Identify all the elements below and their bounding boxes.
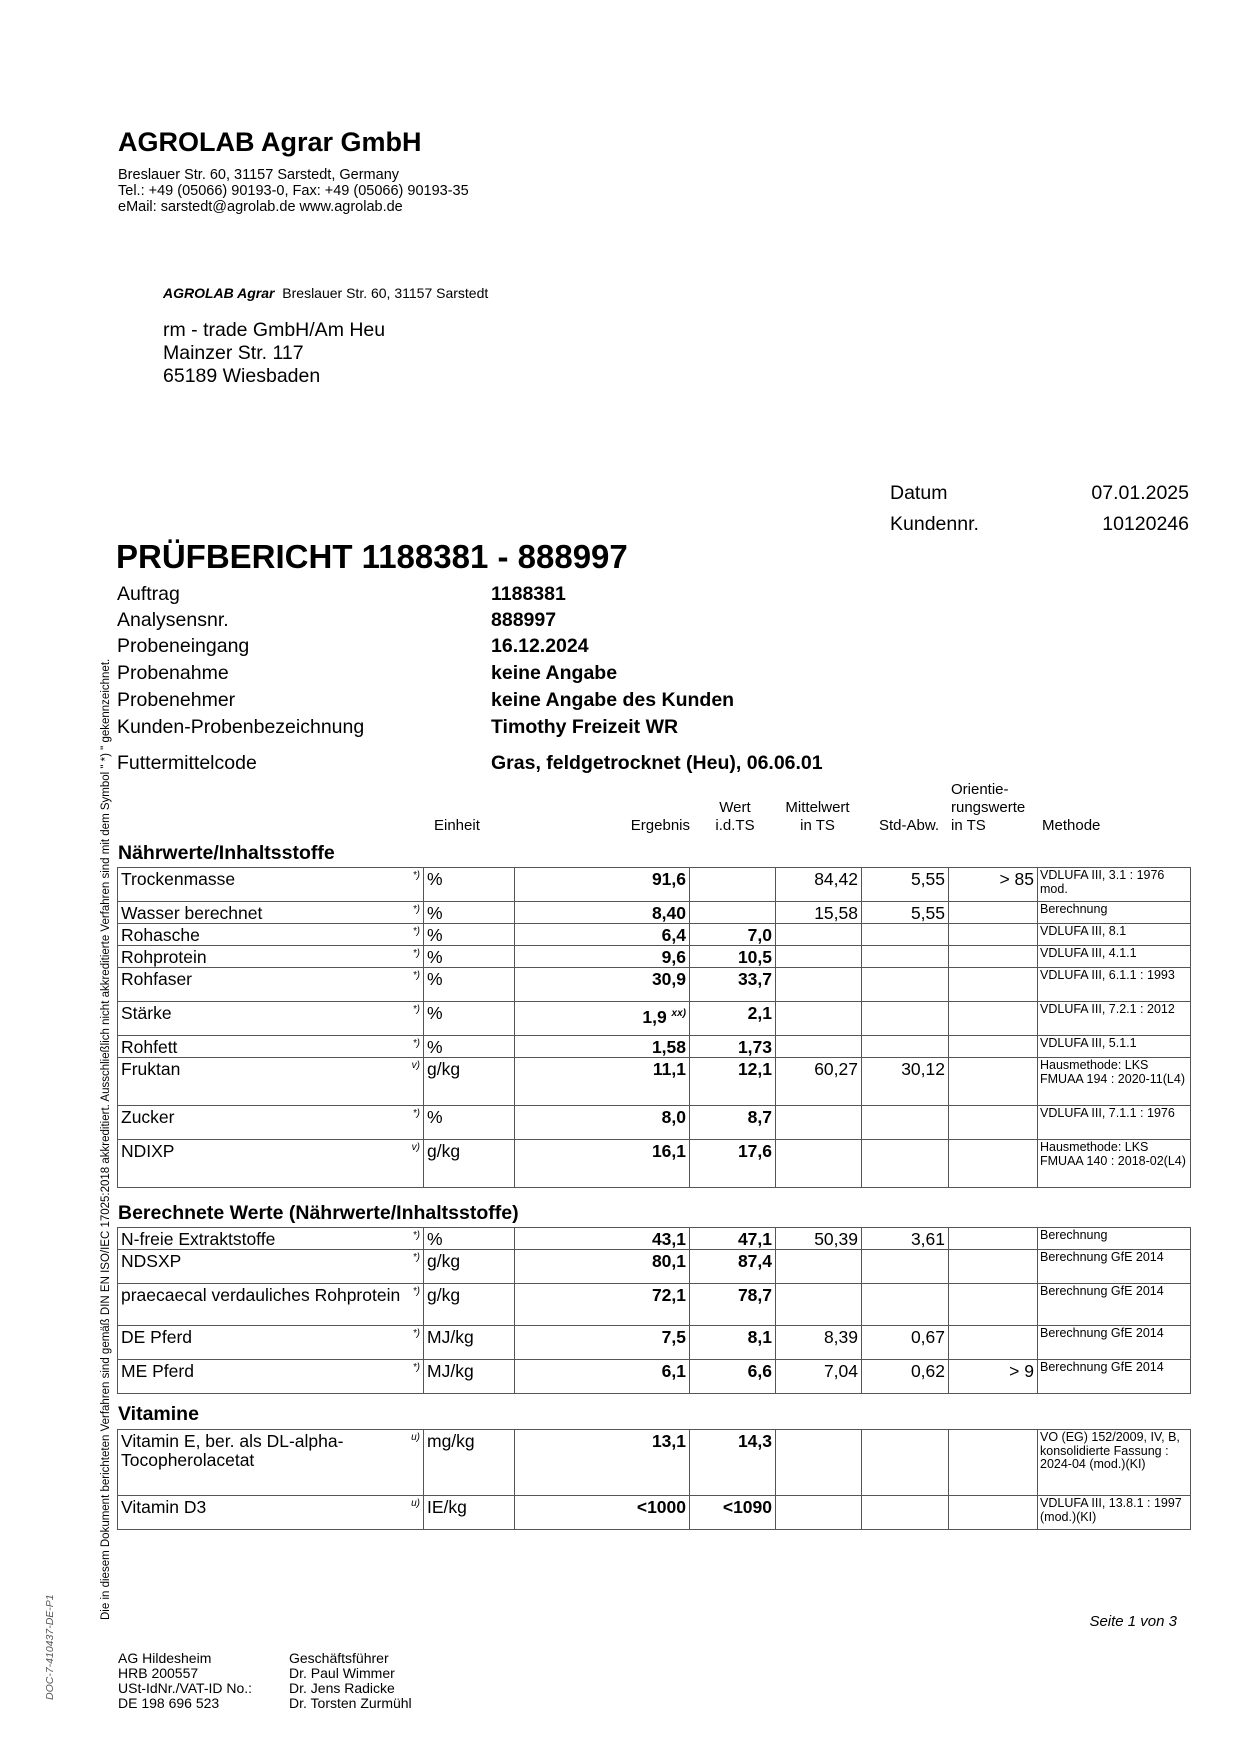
row-mean: 60,27	[776, 1058, 862, 1106]
row-orient	[949, 1250, 1038, 1284]
footer-right-line: Dr. Jens Radicke	[289, 1680, 395, 1696]
row-ts: 10,5	[690, 946, 776, 968]
row-unit: %	[424, 968, 515, 1002]
customer-number-value: 10120246	[1102, 513, 1189, 535]
row-name: ME Pferd *)	[118, 1360, 424, 1394]
row-method: Berechnung	[1038, 902, 1191, 924]
row-sd	[862, 1284, 949, 1326]
company-address: Breslauer Str. 60, 31157 Sarstedt, Germany	[118, 167, 400, 183]
row-ts: 2,1	[690, 1002, 776, 1036]
row-mark: *)	[412, 1286, 420, 1297]
row-name: Trockenmasse *)	[118, 868, 424, 902]
row-method: VDLUFA III, 5.1.1	[1038, 1036, 1191, 1058]
row-name: Rohprotein *)	[118, 946, 424, 968]
row-name: Rohfaser *)	[118, 968, 424, 1002]
date-label: Datum	[890, 482, 948, 504]
row-mark: *)	[412, 1230, 420, 1241]
info-label-sampler: Probenehmer	[117, 689, 236, 711]
row-name: Vitamin D3 u)	[118, 1496, 424, 1530]
col-result: Ergebnis	[630, 817, 690, 834]
row-sd	[862, 924, 949, 946]
row-unit: MJ/kg	[424, 1326, 515, 1360]
row-unit: %	[424, 946, 515, 968]
row-method: VO (EG) 152/2009, IV, B, konsolidierte Fassung : 2024-04 (mod.)(KI)	[1038, 1430, 1191, 1496]
info-label-receipt: Probeneingang	[117, 635, 250, 657]
recipient-line-2: Mainzer Str. 117	[163, 342, 304, 364]
col-unit: Einheit	[434, 817, 480, 834]
row-result: 1,58	[515, 1036, 690, 1058]
col-stddev: Std-Abw.	[878, 817, 940, 834]
info-value-sample-name: Timothy Freizeit WR	[491, 716, 679, 738]
row-mean: 84,42	[776, 868, 862, 902]
row-result: 13,1	[515, 1430, 690, 1496]
info-value-sampling: keine Angabe	[491, 662, 618, 684]
row-result: 8,40	[515, 902, 690, 924]
result-footnote: xx)	[671, 1008, 686, 1019]
footer-left-line: AG Hildesheim	[118, 1650, 212, 1666]
info-label-sample-name: Kunden-Probenbezeichnung	[117, 716, 365, 738]
info-value-receipt: 16.12.2024	[491, 635, 589, 657]
report-title: PRÜFBERICHT 1188381 - 888997	[116, 538, 628, 575]
row-orient: > 9	[949, 1360, 1038, 1394]
info-label-analysis: Analysensnr.	[117, 609, 229, 631]
row-ts: 1,73	[690, 1036, 776, 1058]
row-ts: 8,1	[690, 1326, 776, 1360]
row-orient	[949, 946, 1038, 968]
info-label-feed-code: Futtermittelcode	[117, 752, 257, 774]
row-sd: 30,12	[862, 1058, 949, 1106]
row-mean	[776, 1250, 862, 1284]
info-label-sampling: Probenahme	[117, 662, 229, 684]
row-ts	[690, 902, 776, 924]
row-result: 80,1	[515, 1250, 690, 1284]
table-row	[118, 902, 1191, 924]
row-name: Fruktan v)	[118, 1058, 424, 1106]
row-method: VDLUFA III, 7.1.1 : 1976	[1038, 1106, 1191, 1140]
row-sd	[862, 968, 949, 1002]
section-title-nutrients: Nährwerte/Inhaltsstoffe	[118, 842, 335, 864]
row-unit: %	[424, 1106, 515, 1140]
recipient-line-1: rm - trade GmbH/Am Heu	[163, 319, 386, 341]
row-unit: g/kg	[424, 1250, 515, 1284]
table-row	[118, 946, 1191, 968]
row-ts: 87,4	[690, 1250, 776, 1284]
row-sd	[862, 1250, 949, 1284]
row-unit: g/kg	[424, 1058, 515, 1106]
row-method: Hausmethode: LKS FMUAA 194 : 2020-11(L4)	[1038, 1058, 1191, 1106]
table-row	[118, 1250, 1191, 1284]
row-mark: *)	[412, 970, 420, 981]
customer-number-label: Kundennr.	[890, 513, 979, 535]
row-orient	[949, 968, 1038, 1002]
row-mean: 7,04	[776, 1360, 862, 1394]
row-result: <1000	[515, 1496, 690, 1530]
row-result: 6,4	[515, 924, 690, 946]
row-unit: %	[424, 924, 515, 946]
table-row	[118, 1140, 1191, 1188]
row-mean	[776, 1430, 862, 1496]
row-name: Vitamin E, ber. als DL-alpha-Tocopherolacetat u)	[118, 1430, 424, 1496]
table-row	[118, 968, 1191, 1002]
row-mean	[776, 924, 862, 946]
row-result: 30,9	[515, 968, 690, 1002]
col-value-ts: Wert i.d.TS	[715, 799, 755, 834]
row-method: VDLUFA III, 7.2.1 : 2012	[1038, 1002, 1191, 1036]
row-mark: u)	[411, 1432, 420, 1443]
row-orient	[949, 1036, 1038, 1058]
row-method: Berechnung GfE 2014	[1038, 1326, 1191, 1360]
section-title-calculated: Berechnete Werte (Nährwerte/Inhaltsstoffe)	[118, 1202, 519, 1224]
row-method: VDLUFA III, 6.1.1 : 1993	[1038, 968, 1191, 1002]
results-table-calculated	[117, 1227, 1191, 1394]
row-unit: %	[424, 1228, 515, 1250]
row-mark: *)	[412, 1038, 420, 1049]
row-orient	[949, 924, 1038, 946]
footer-right-line: Dr. Paul Wimmer	[289, 1665, 395, 1681]
row-ts: 6,6	[690, 1360, 776, 1394]
table-row	[118, 1430, 1191, 1496]
row-result: 43,1	[515, 1228, 690, 1250]
row-method: Hausmethode: LKS FMUAA 140 : 2018-02(L4)	[1038, 1140, 1191, 1188]
row-name: DE Pferd *)	[118, 1326, 424, 1360]
row-method: Berechnung GfE 2014	[1038, 1284, 1191, 1326]
row-name: praecaecal verdauliches Rohprotein *)	[118, 1284, 424, 1326]
table-row	[118, 1058, 1191, 1106]
row-result: 8,0	[515, 1106, 690, 1140]
row-method: VDLUFA III, 4.1.1	[1038, 946, 1191, 968]
row-orient	[949, 1058, 1038, 1106]
row-orient	[949, 1496, 1038, 1530]
row-mean: 8,39	[776, 1326, 862, 1360]
footer-right-line: Geschäftsführer	[289, 1650, 389, 1666]
info-label-order: Auftrag	[117, 583, 180, 605]
section-title-vitamins: Vitamine	[118, 1403, 199, 1425]
row-mean	[776, 968, 862, 1002]
recipient-line-3: 65189 Wiesbaden	[163, 365, 321, 387]
row-sd: 0,62	[862, 1360, 949, 1394]
row-result: 6,1	[515, 1360, 690, 1394]
row-mark: v)	[411, 1060, 420, 1071]
row-unit: %	[424, 902, 515, 924]
row-orient	[949, 1106, 1038, 1140]
row-mark: v)	[411, 1142, 420, 1153]
row-method: VDLUFA III, 8.1	[1038, 924, 1191, 946]
row-mark: *)	[412, 1108, 420, 1119]
row-mark: u)	[411, 1498, 420, 1509]
row-sd: 3,61	[862, 1228, 949, 1250]
sender-address: Breslauer Str. 60, 31157 Sarstedt	[282, 285, 489, 301]
row-ts: 78,7	[690, 1284, 776, 1326]
row-mean	[776, 1496, 862, 1530]
row-orient	[949, 1430, 1038, 1496]
table-row	[118, 1284, 1191, 1326]
company-phone: Tel.: +49 (05066) 90193-0, Fax: +49 (05066) 90193-35	[118, 183, 469, 199]
row-name: Zucker *)	[118, 1106, 424, 1140]
row-unit: mg/kg	[424, 1430, 515, 1496]
sender-line	[163, 285, 488, 301]
row-ts: 47,1	[690, 1228, 776, 1250]
footer-right-line: Dr. Torsten Zurmühl	[289, 1695, 412, 1711]
row-mean	[776, 1036, 862, 1058]
row-unit: g/kg	[424, 1140, 515, 1188]
row-ts: 17,6	[690, 1140, 776, 1188]
row-mark: *)	[412, 870, 420, 881]
row-ts: 14,3	[690, 1430, 776, 1496]
row-result: 11,1	[515, 1058, 690, 1106]
sender-name: AGROLAB Agrar	[163, 285, 275, 301]
row-mark: *)	[412, 1328, 420, 1339]
info-value-feed-code: Gras, feldgetrocknet (Heu), 06.06.01	[491, 752, 823, 774]
row-sd	[862, 1430, 949, 1496]
row-name: Rohfett *)	[118, 1036, 424, 1058]
accreditation-note: Die in diesem Dokument berichteten Verfahren sind gemäß DIN EN ISO/IEC 17025:2018 akkreditiert. Ausschließlich nicht akkreditierte Verfahren sind mit dem Symbol " *) " gekennzeichnet.	[100, 658, 112, 1620]
table-row	[118, 1496, 1191, 1530]
row-sd	[862, 1496, 949, 1530]
info-value-sampler: keine Angabe des Kunden	[491, 689, 735, 711]
row-orient	[949, 1002, 1038, 1036]
row-mean	[776, 1140, 862, 1188]
row-ts: 12,1	[690, 1058, 776, 1106]
row-name: NDIXP v)	[118, 1140, 424, 1188]
footer-right	[289, 1651, 412, 1711]
row-orient	[949, 1140, 1038, 1188]
row-orient	[949, 902, 1038, 924]
table-row	[118, 1036, 1191, 1058]
row-orient: > 85	[949, 868, 1038, 902]
row-unit: IE/kg	[424, 1496, 515, 1530]
row-method: Berechnung	[1038, 1228, 1191, 1250]
table-row	[118, 868, 1191, 902]
row-unit: g/kg	[424, 1284, 515, 1326]
row-orient	[949, 1326, 1038, 1360]
row-result: 72,1	[515, 1284, 690, 1326]
row-sd	[862, 1036, 949, 1058]
row-ts	[690, 868, 776, 902]
row-orient	[949, 1228, 1038, 1250]
col-orientation: Orientie- rungswerte in TS	[951, 781, 1026, 834]
row-ts: <1090	[690, 1496, 776, 1530]
row-result: 7,5	[515, 1326, 690, 1360]
row-sd	[862, 1002, 949, 1036]
table-row	[118, 924, 1191, 946]
row-name: N-freie Extraktstoffe *)	[118, 1228, 424, 1250]
row-mark: *)	[412, 1252, 420, 1263]
row-mean	[776, 946, 862, 968]
row-mean	[776, 1284, 862, 1326]
row-sd: 0,67	[862, 1326, 949, 1360]
row-orient	[949, 1284, 1038, 1326]
footer-left-line: DE 198 696 523	[118, 1695, 220, 1711]
row-mark: *)	[412, 1004, 420, 1015]
row-mean	[776, 1106, 862, 1140]
col-mean: Mittelwert in TS	[785, 799, 850, 834]
row-name: Rohasche *)	[118, 924, 424, 946]
results-table-vitamins	[117, 1429, 1191, 1530]
row-mark: *)	[412, 926, 420, 937]
info-value-analysis: 888997	[491, 609, 557, 631]
row-mark: *)	[412, 904, 420, 915]
row-result: 91,6	[515, 868, 690, 902]
footer-left-line: USt-IdNr./VAT-ID No.:	[118, 1680, 253, 1696]
table-row	[118, 1228, 1191, 1250]
row-mean: 50,39	[776, 1228, 862, 1250]
row-result: 9,6	[515, 946, 690, 968]
row-mark: *)	[412, 1362, 420, 1373]
row-method: Berechnung GfE 2014	[1038, 1250, 1191, 1284]
row-mean: 15,58	[776, 902, 862, 924]
date-value: 07.01.2025	[1091, 482, 1189, 504]
table-row	[118, 1002, 1191, 1036]
company-email: eMail: sarstedt@agrolab.de www.agrolab.de	[118, 199, 403, 215]
table-row	[118, 1106, 1191, 1140]
row-sd	[862, 1106, 949, 1140]
row-method: VDLUFA III, 3.1 : 1976 mod.	[1038, 868, 1191, 902]
row-ts: 7,0	[690, 924, 776, 946]
col-method: Methode	[1042, 817, 1101, 834]
company-name: AGROLAB Agrar GmbH	[118, 127, 422, 157]
results-table-nutrients	[117, 867, 1191, 1188]
footer-left-line: HRB 200557	[118, 1665, 199, 1681]
row-unit: %	[424, 1036, 515, 1058]
row-method: Berechnung GfE 2014	[1038, 1360, 1191, 1394]
row-name: NDSXP *)	[118, 1250, 424, 1284]
table-row	[118, 1326, 1191, 1360]
row-sd: 5,55	[862, 868, 949, 902]
info-value-order: 1188381	[491, 583, 566, 605]
row-unit: MJ/kg	[424, 1360, 515, 1394]
row-unit: %	[424, 868, 515, 902]
row-sd	[862, 1140, 949, 1188]
row-unit: %	[424, 1002, 515, 1036]
row-name: Stärke *)	[118, 1002, 424, 1036]
footer-left	[118, 1651, 252, 1711]
row-sd: 5,55	[862, 902, 949, 924]
row-sd	[862, 946, 949, 968]
row-mean	[776, 1002, 862, 1036]
document-code: DOC-7-410437-DE-P1	[44, 1594, 56, 1700]
row-name: Wasser berechnet *)	[118, 902, 424, 924]
page-number: Seite 1 von 3	[1089, 1613, 1177, 1630]
row-result: 1,9 $^{xx)}$	[515, 1002, 690, 1036]
row-mark: *)	[412, 948, 420, 959]
row-result: 16,1	[515, 1140, 690, 1188]
row-method: VDLUFA III, 13.8.1 : 1997 (mod.)(KI)	[1038, 1496, 1191, 1530]
table-row	[118, 1360, 1191, 1394]
row-ts: 8,7	[690, 1106, 776, 1140]
row-ts: 33,7	[690, 968, 776, 1002]
